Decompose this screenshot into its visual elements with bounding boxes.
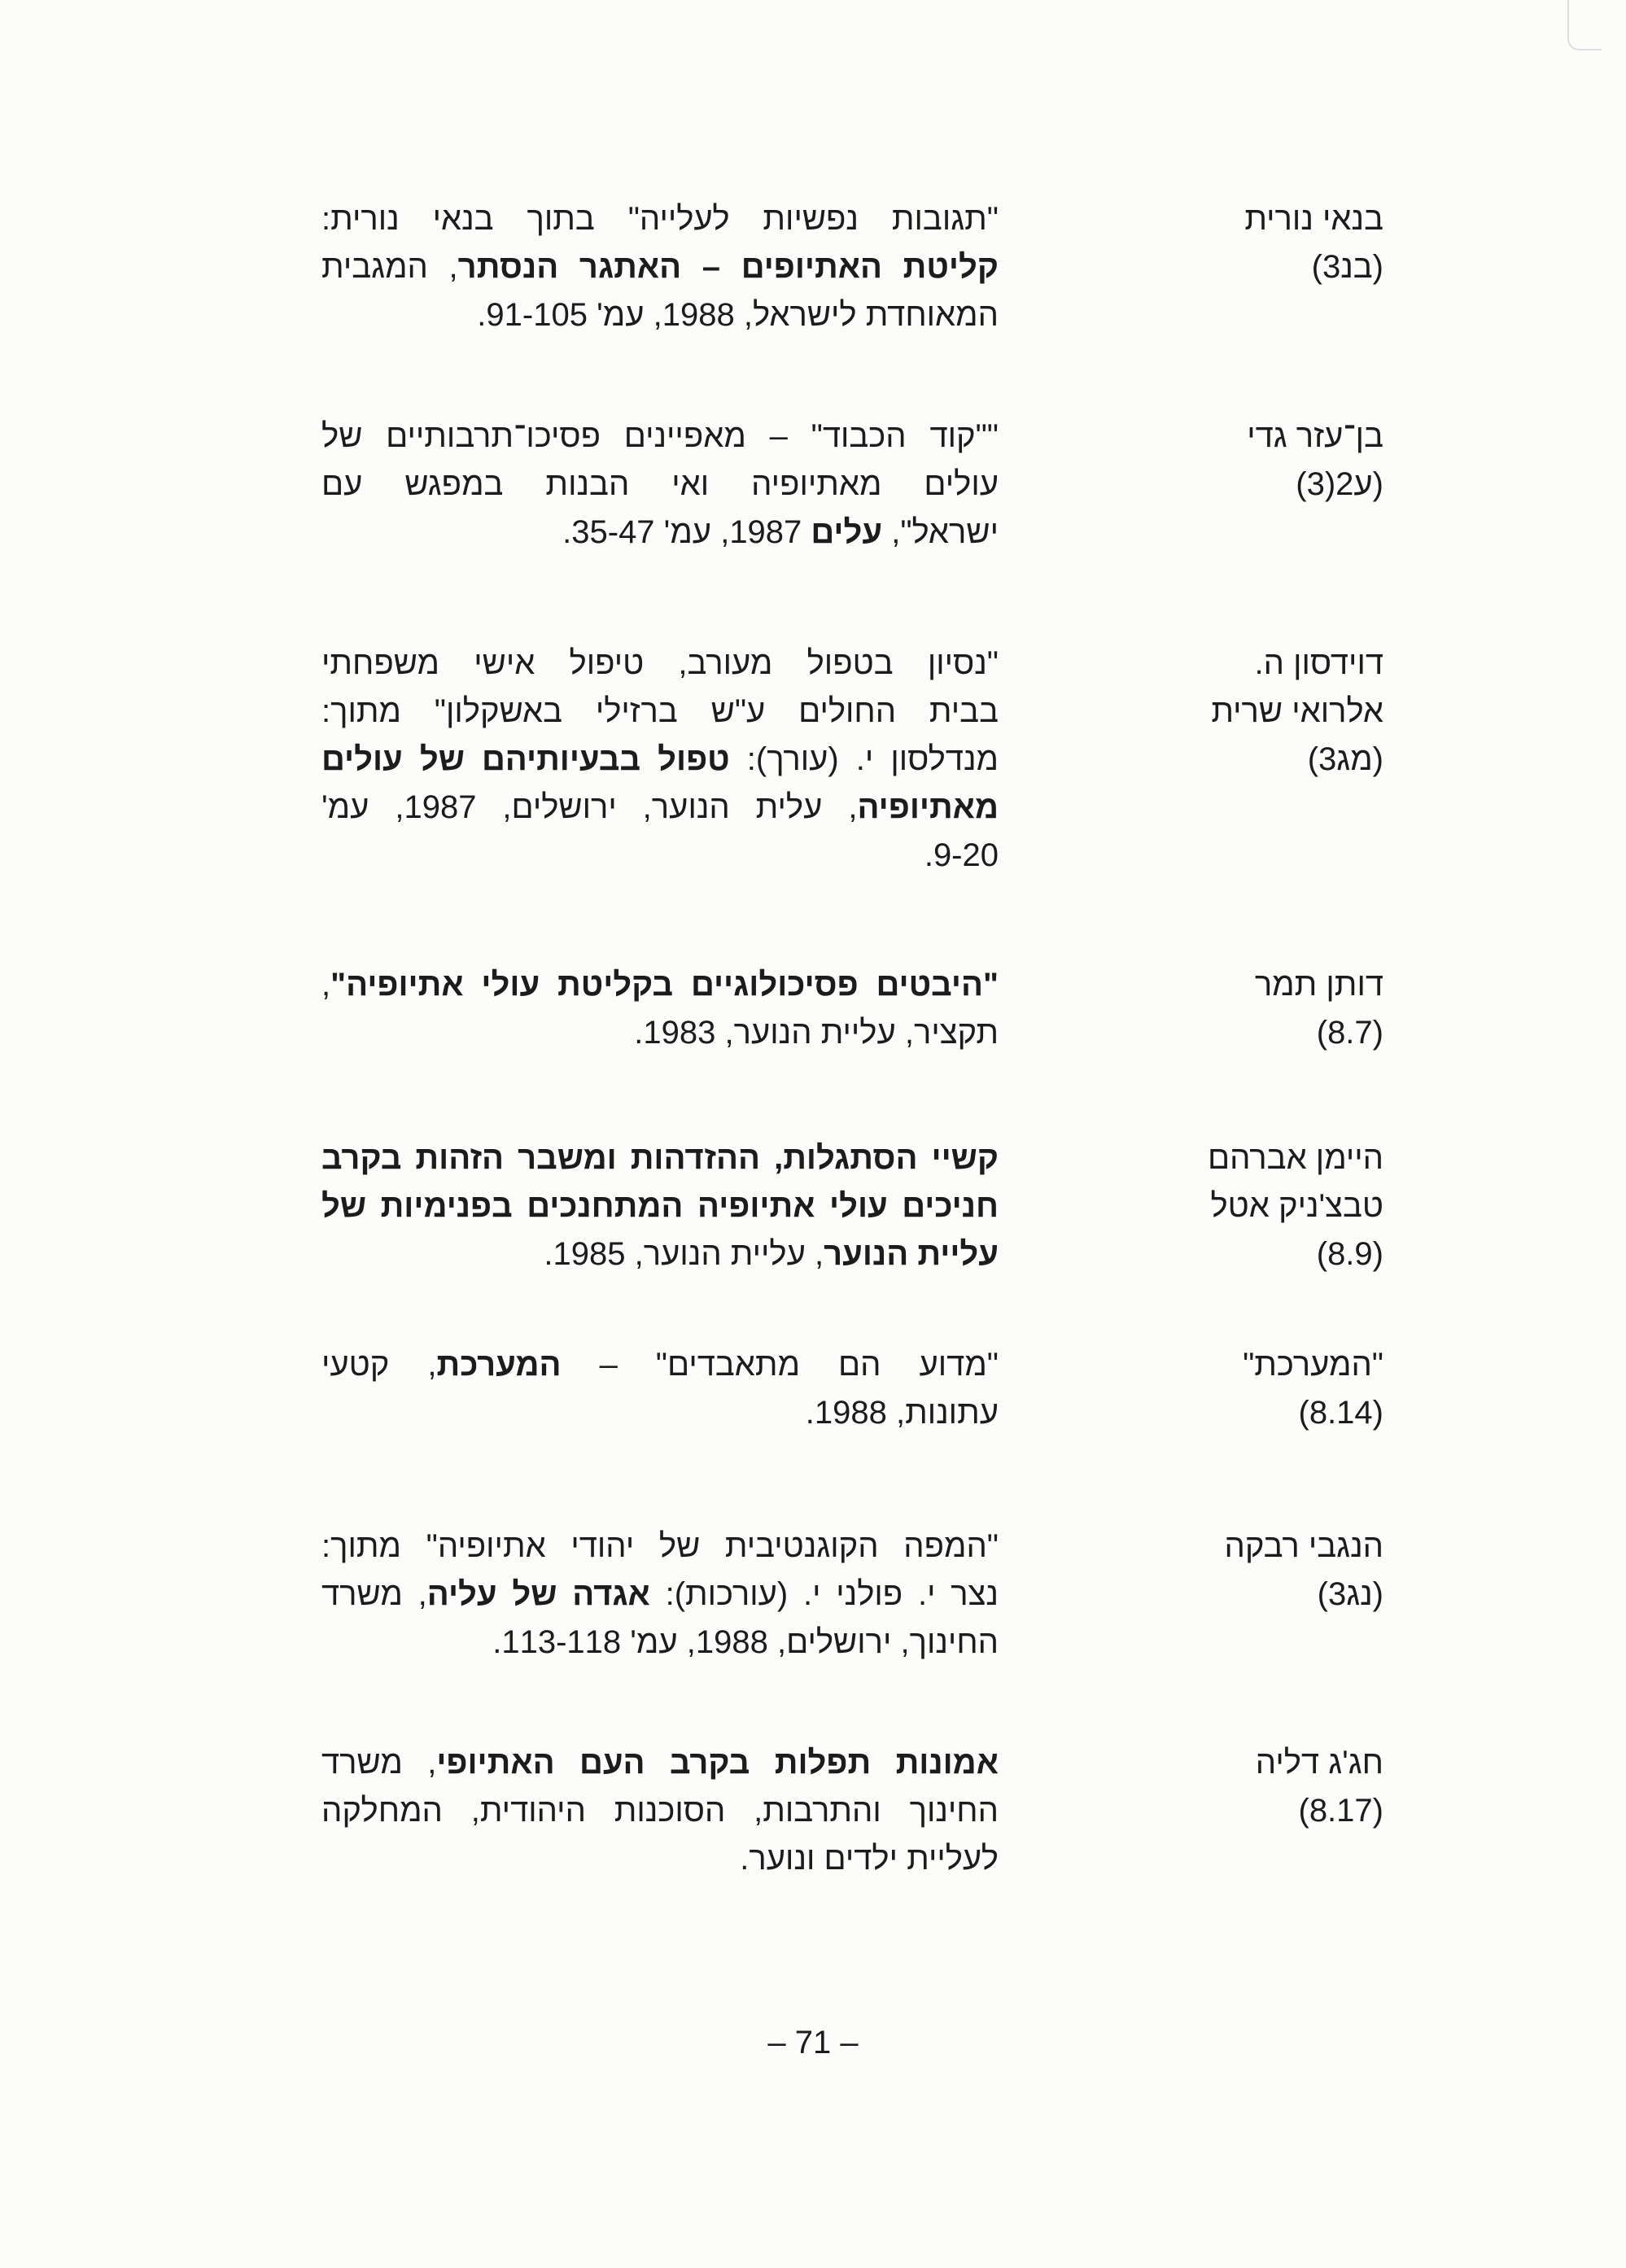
citation-text: החינוך, ירושלים, 1988, עמ' 113-118. [492,1624,999,1660]
author-name: חג'ג דליה [1255,1745,1383,1781]
citation-line [321,832,999,880]
citation-line [321,1787,999,1835]
entry-author [1139,1739,1383,1835]
entry-code: (8.7) [1316,1015,1383,1051]
citation-text: לעליית ילדים ונוער. [740,1841,999,1877]
citation-line [321,1009,999,1057]
citation-text: עתונות, 1988. [805,1395,999,1431]
entry-citation [321,413,999,557]
citation-line [321,461,999,509]
entry-citation [321,1134,999,1278]
bibliography-entry [0,1739,1626,1877]
author-name: "המערכת" [1243,1347,1383,1383]
citation-line [321,1739,999,1787]
citation-line [321,243,999,291]
citation-line [321,688,999,736]
citation-title-bold: עליית הנוער [824,1236,999,1272]
entry-code: (מג3) [1307,741,1383,777]
citation-line [321,736,999,784]
citation-line [321,1389,999,1437]
bibliography-entry [0,1523,1626,1660]
citation-title-bold: אגדה של עליה [426,1576,650,1612]
entry-citation [321,961,999,1057]
citation-line [321,784,999,832]
citation-text: 1987, עמ' 35-47. [562,514,811,550]
citation-line [321,1835,999,1883]
page-number: – 71 – [767,2025,859,2060]
citation-title-bold: אמונות תפלות בקרב העם האתיופי [436,1745,999,1781]
citation-line [321,195,999,243]
citation-line [321,509,999,557]
citation-text: המאוחדת לישראל, 1988, עמ' 91-105. [477,297,999,333]
author-name: היימן אברהם [1207,1140,1383,1176]
bibliography-entry [0,961,1626,1051]
entry-author [1139,1134,1383,1278]
citation-text: "תגובות נפשיות לעלייה" בתוך בנאי נורית: [321,201,999,237]
bibliography-entry [0,1341,1626,1431]
author-name: אלרואי שרית [1211,693,1383,729]
citation-text: , עליית הנוער, 1985. [544,1236,824,1272]
citation-line [321,1182,999,1230]
entry-citation [321,640,999,880]
author-name: טבצ'ניק אטל [1210,1188,1383,1224]
citation-line [321,413,999,461]
citation-text: "מדוע הם מתאבדים" – [561,1347,999,1383]
citation-line [321,640,999,688]
citation-title-bold: "היבטים פסיכולוגיים בקליטת עולי אתיופיה" [330,967,999,1003]
citation-title-bold: המערכת [436,1347,562,1383]
citation-text: , משרד [321,1745,437,1781]
citation-text: , קטעי [321,1347,437,1383]
author-name: בן־עזר גדי [1247,418,1383,454]
entry-code: (בנ3) [1311,249,1383,285]
citation-line [321,291,999,339]
citation-text: 9-20. [924,837,999,873]
citation-line [321,1571,999,1619]
citation-title-bold: קשיי הסתגלות, ההזדהות ומשבר הזהות בקרב [321,1140,999,1176]
citation-text: תקציר, עליית הנוער, 1983. [634,1015,999,1051]
citation-line [321,1619,999,1667]
entry-author [1139,195,1383,291]
citation-title-bold: קליטת האתיופים – האתגר הנסתר [457,249,999,285]
citation-title-bold: עלים [811,514,883,550]
entry-author [1139,640,1383,784]
citation-title-bold: מאתיופיה [857,789,999,825]
entry-code: (ע2(3) [1296,466,1383,502]
entry-code: (8.9) [1316,1236,1383,1272]
bibliography-entry [0,640,1626,873]
entry-citation [321,1341,999,1437]
citation-text: עולים מאתיופיה ואי הבנות במפגש עם [321,466,999,502]
citation-text: ""קוד הכבוד" – מאפיינים פסיכו־תרבותיים של [321,418,999,454]
citation-line [321,1523,999,1571]
citation-text: , המגבית [321,249,458,285]
bibliography-entry [0,1134,1626,1272]
citation-line [321,961,999,1009]
citation-text: "המפה הקוגנטיבית של יהודי אתיופיה" מתוך: [321,1528,999,1564]
entry-author [1139,1341,1383,1437]
citation-text: ישראל", [882,514,999,550]
citation-title-bold: טפול בבעיותיהם של עולים [321,741,730,777]
citation-text: בבית החולים ע"ש ברזילי באשקלון" מתוך: [321,693,999,729]
entry-author [1139,961,1383,1057]
citation-text: , [321,967,331,1003]
author-name: הנגבי רבקה [1224,1528,1383,1564]
citation-title-bold: חניכים עולי אתיופיה המתחנכים בפנימיות של [321,1188,999,1224]
entry-citation [321,1739,999,1883]
bibliography-entry [0,413,1626,550]
author-name: דוידסון ה. [1254,645,1383,681]
citation-text: , עלית הנוער, ירושלים, 1987, עמ' [321,789,858,825]
page-corner-mark [1567,0,1602,50]
entry-code: (8.17) [1298,1793,1383,1829]
author-name: דותן תמר [1254,967,1383,1003]
entry-code: (8.14) [1298,1395,1383,1431]
entry-code: (נג3) [1317,1576,1383,1612]
citation-text: , משרד [321,1576,427,1612]
bibliography-entry [0,195,1626,333]
citation-line [321,1341,999,1389]
entry-citation [321,1523,999,1667]
entry-author [1139,413,1383,509]
entry-author [1139,1523,1383,1619]
citation-line [321,1230,999,1278]
citation-text: מנדלסון י. (עורך): [729,741,999,777]
citation-line [321,1134,999,1182]
citation-text: "נסיון בטפול מעורב, טיפול אישי משפחתי [321,645,999,681]
entry-citation [321,195,999,339]
citation-text: החינוך והתרבות, הסוכנות היהודית, המחלקה [321,1793,999,1829]
citation-text: נצר י. פולני י. (עורכות): [649,1576,999,1612]
author-name: בנאי נורית [1244,201,1383,237]
